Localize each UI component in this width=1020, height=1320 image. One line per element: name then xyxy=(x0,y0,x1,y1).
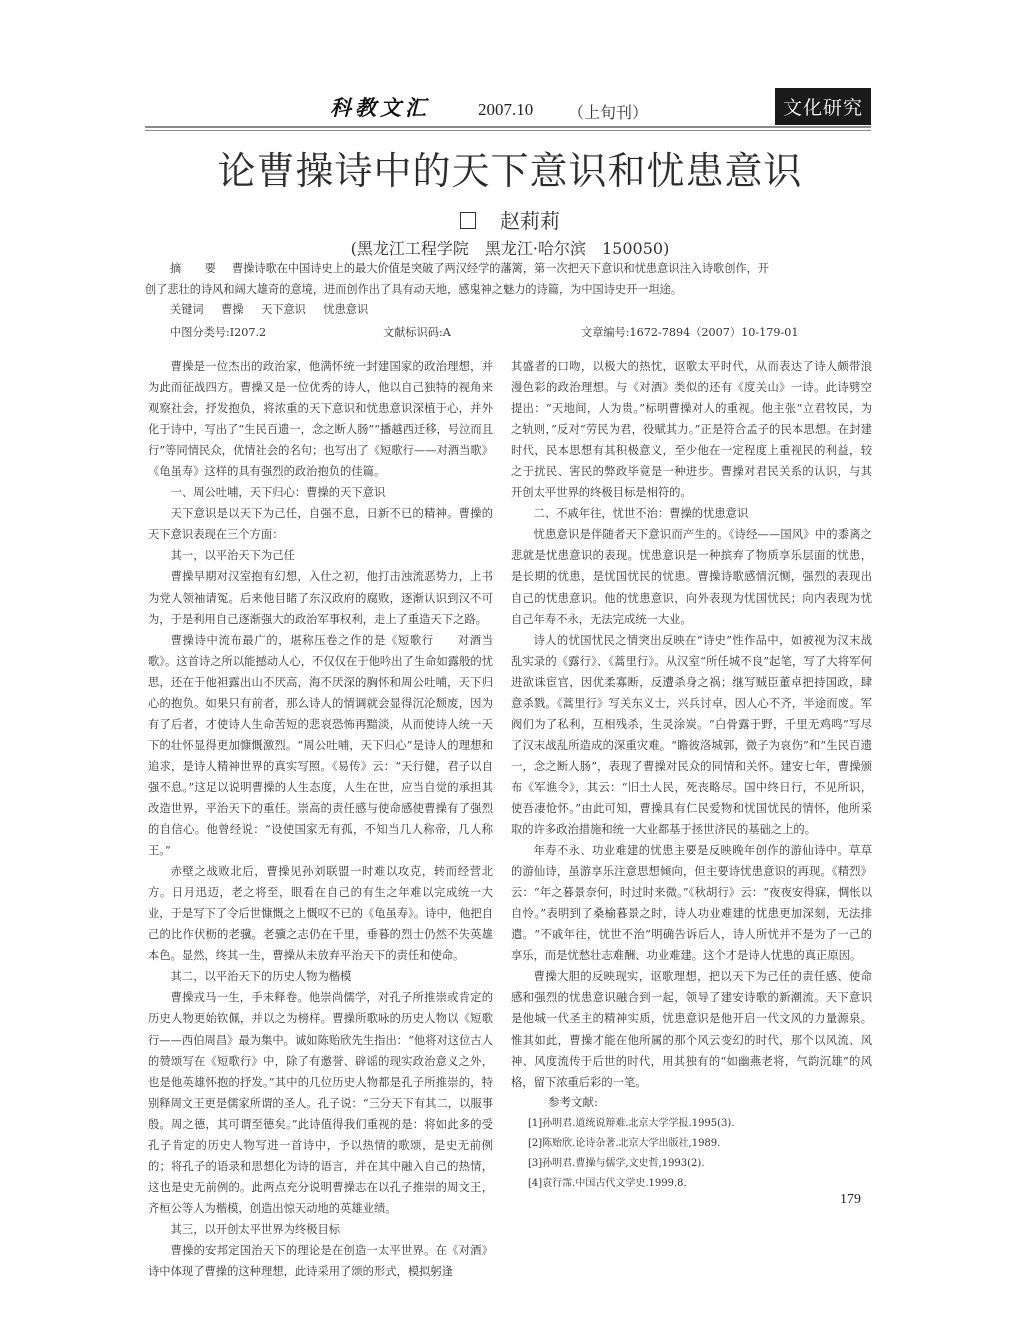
paragraph: 天下意识是以天下为己任，自强不息，日新不已的精神。曹操的天下意识表现在三个方面： xyxy=(148,507,493,542)
paragraph: 曹操戎马一生，手未释卷。他崇尚儒学，对孔子所推崇或肯定的历史人物更始钦佩，并以之为榜样。曹操所歌咏的历史人物以《短歌行——西伯周昌》最为集中。诚如陈贻欣先生指出：“他将对这位古人的赞颂写在《短歌行》中，除了有邀誉、辟谣的现实政治意义之外，也是他英雄怀抱的抒发。”其中的几位历史人物都是孔子所推崇的，特别释周文王更是儒家所谓的圣人。孔子说：“三分天下有其二，以服事殷。周之德，其可谓至德矣。”此诗值得我们重视的是：将如此多的受孔子肯定的历史人物写进一首诗中，予以热情的歌颂，是史无前例的；将孔子的语录和思想化为诗的语言，并在其中融入自己的热情，这也是史无前例的。此两点充分说明曹操志在以孔子推崇的周文王，齐桓公等人为楷模，创造出惊天动地的英雄业绩。 xyxy=(148,991,493,1215)
paragraph: 曹操诗中流布最广的，堪称压卷之作的是《短歌行 对酒当歌》。这首诗之所以能撼动人心，不仅仅在于他吟出了生命如露般的忧思，还在于他袒露出山不厌高，海不厌深的胸怀和周公吐哺，天下归心的抱负。如果只有前者，那么诗人的情调就会显得沉沦颓废，因为有了后者，才使诗人生命苦短的悲哀恐怖再黯淡，从而使诗人统一天下的壮怀显得更加慷慨激烈。“周公吐哺，天下归心”是诗人的理想和追求，是诗人精神世界的真实写照。《易传》云：“天行健，君子以自强不息。”这足以说明曹操的人生态度，人生在世，应当自觉的承担其改造世界，平治天下的重任。崇高的责任感与使命感使曹操有了强烈的自信心。他曾经说：“设使国家无有孤，不知当几人称帝，几人称王。” xyxy=(148,633,493,858)
reference-item: [2]陈贻欣.论诗杂著.北京大学出版社,1989. xyxy=(528,1138,721,1149)
abstract-label: 摘 要 xyxy=(170,262,226,275)
abstract-line-2: 创了悲壮的诗风和阔大雄奇的意境，进而创作出了具有动天地，感鬼神之魅力的诗篇，为中国诗史开一坦途。 xyxy=(145,283,683,296)
paragraph: 曹操是一位杰出的政治家，他满怀统一封建国家的政治理想，并为此而征战四方。曹操又是一位优秀的诗人，他以自己独特的视角来观察社会，抒发抱负，将浓重的天下意识和忧患意识深植于心，并外化于诗中，写出了“生民百遗一，念之断人肠”“播越西迁移，号泣而且行”等同情民众，优情社会的名句；也写出了《短歌行——对酒当歌》《龟虽寿》这样的具有强烈的政治抱负的佳篇。 xyxy=(148,360,493,479)
subsection-heading: 其三，以开创太平世界为终极目标 xyxy=(170,1222,341,1236)
author-name: 赵莉莉 xyxy=(500,209,560,233)
abstract-line-1 xyxy=(170,258,875,279)
reference-item: [1]孙明君.道统说辩难.北京大学学报.1995(3). xyxy=(528,1118,735,1129)
abstract-text-1: 曹操诗歌在中国诗史上的最大价值是突破了两汉经学的藩篱，第一次把天下意识和忧患意识注入诗歌创作，开 xyxy=(231,262,769,275)
keywords xyxy=(170,301,382,317)
paragraph: 年寿不永、功业难建的忧患主要是反映晚年创作的游仙诗中。草草的游仙诗，虽游享乐注意思想倾向，但主要诗忧患意识的再现。《精烈》云：“年之暮景奈何，时过时来微。”《秋胡行》云：“夜夜安得寐，惆怅以自怜。”表明到了桑榆暮景之时，诗人功业难建的忧患更加深刻，无法排遣。“不戚年往，忧世不治”明确告诉后人，诗人所忧并不是为了一己的享乐，而是忧愁壮志难酬、功业难建。这个才是诗人忧患的真正原因。 xyxy=(511,844,872,963)
body-column-left xyxy=(148,356,493,1282)
references-title: 参考文献: xyxy=(548,1095,598,1109)
paragraph: 忧患意识是伴随者天下意识而产生的。《诗经——国风》中的黍离之悲就是忧患意识的表现。忧患意识是一种摈弃了物质享乐层面的忧患，是长期的忧患，是忧国忧民的忧患。曹操诗歌感情沉恻，强烈的表现出自己的忧患意识。他的忧患意识，向外表现为忧国忧民；向内表现为忧自己年寿不永，无法完成统一大业。 xyxy=(511,528,872,626)
keyword: 忧患意识 xyxy=(323,303,369,316)
paragraph: 诗人的忧国忧民之情突出反映在“诗史”性作品中，如被视为汉末战乱实录的《露行》、《蒿里行》。从汉室“所任城不良”起笔，写了大将军何进欲诛宦官，因优柔寡断，反遭杀身之祸；继写贼臣董卓把持国政，肆意杀戮。《蒿里行》写关东义士，兴兵讨卓，因人心不齐，半途而废。军阀们为了私利，互相残杀，生灵涂炭。“白骨露于野，千里无鸡鸣”写尽了汉末战乱所造成的深重灾难。“瞻彼洛城郭，微子为哀伤”和“生民百遗一，念之断人肠”，表现了曹操对民众的同情和关怀。建安七年，曹操颁布《军谯令》，其云：“旧土人民，死丧略尽。国中终日行，不见所识，使吾凄怆怀。”由此可知，曹操具有仁民爱物和忧国忧民的情怀，他所采取的许多政治措施和统一大业都基于拯世济民的基础之上的。 xyxy=(511,633,872,837)
reference-item: [3]孙明君.曹操与儒学,文史哲,1993(2). xyxy=(528,1158,705,1169)
article-title: 论曹操诗中的天下意识和忧患意识 xyxy=(217,149,803,193)
subsection-heading: 其二，以平治天下的历史人物为楷模 xyxy=(170,970,352,984)
paragraph: 曹操的安邦定国治天下的理论是在创造一太平世界。在《对酒》诗中体现了曹操的这种理想，此诗采用了颂的形式，模拟躬逢 xyxy=(148,1243,493,1279)
page-number: 179 xyxy=(840,1192,861,1207)
reference-item: [4]袁行霈.中国古代文学史.1999.8. xyxy=(528,1178,687,1189)
subsection-heading: 其一，以平治天下为己任 xyxy=(170,549,295,563)
classification-number: 中图分类号:I207.2 xyxy=(170,326,267,339)
author-line xyxy=(0,205,1020,234)
paragraph: 曹操大胆的反映现实，讴歌理想，把以天下为己任的责任感、使命感和强烈的忧患意识融合到一起，领导了建安诗歌的新潮流。天下意识是他城一代圣主的精神实质，忧患意识是他开启一代文风的力量源泉。惟其如此，曹操才能在他所属的那个风云变幻的时代，那个以风流、风神、风度流传于后世的时代，用其独有的“如幽燕老将，气韵沉雄”的风格，留下浓重后彩的一笔。 xyxy=(511,970,872,1089)
paragraph: 其盛者的口吻，以极大的热忱，讴歌太平时代，从而表达了诗人颇带浪漫色彩的政治理想。与《对酒》类似的还有《度关山》一诗。此诗劈空提出：“天地间，人为贵。”标明曹操对人的重视。他主张“立君牧民，为之轨则，”反对“劳民为君，役赋其力。”正是符合孟子的民本思想。在封建时代，民本思想有其积极意义，至少他在一定程度上重视民的利益，较之于扰民、害民的弊政毕竟是一种进步。曹操对君民关系的认识，与其开创太平世界的终极目标是相符的。 xyxy=(511,360,872,500)
journal-name: 科教文汇 xyxy=(330,95,430,120)
document-code: 文献标识码:A xyxy=(383,326,451,339)
author-box-icon xyxy=(460,212,476,229)
section-label: 文化研究 xyxy=(775,88,871,125)
section-heading: 二、不戚年往，忧世不治：曹操的忧患意识 xyxy=(533,507,749,521)
keyword: 曹操 xyxy=(221,303,244,316)
header-rule xyxy=(145,126,871,128)
paragraph: 赤壁之战败北后，曹操见孙刘联盟一时难以攻克，转而经营北方。日月迅迈，老之将至，眼看在自己的有生之年难以完成统一大业，于是写下了令后世慷慨之上慨叹不已的《龟虽寿》。诗中，他把自己的比作伏枥的老骥。老骥之志仍在千里，垂暮的烈士仍然不失英雄本色。显然，终其一生，曹操从未放弃平治天下的责任和使命。 xyxy=(148,865,493,963)
article-number: 文章编号:1672-7894（2007）10-179-01 xyxy=(581,326,799,339)
author-affiliation: (黑龙江工程学院 黑龙江·哈尔滨 150050) xyxy=(350,239,670,258)
references xyxy=(528,1092,735,1194)
keywords-label: 关键词 xyxy=(170,303,204,316)
body-column-right xyxy=(511,356,872,1093)
issue-period: （上旬刊） xyxy=(568,103,649,122)
section-heading: 一、周公吐哺，天下归心：曹操的天下意识 xyxy=(170,486,386,500)
paragraph: 曹操早期对汉室抱有幻想，入仕之初，他打击浊流恶势力，上书为党人领袖请冤。后来他目睹了东汉政府的腐败，逐渐认识到汉不可为，于是利用自己逐渐强大的政治军事权利，走上了重造天下之路。 xyxy=(148,570,493,626)
keyword: 天下意识 xyxy=(261,303,306,316)
issue-date: 2007.10 xyxy=(478,100,534,119)
header-rule-secondary xyxy=(145,130,871,131)
